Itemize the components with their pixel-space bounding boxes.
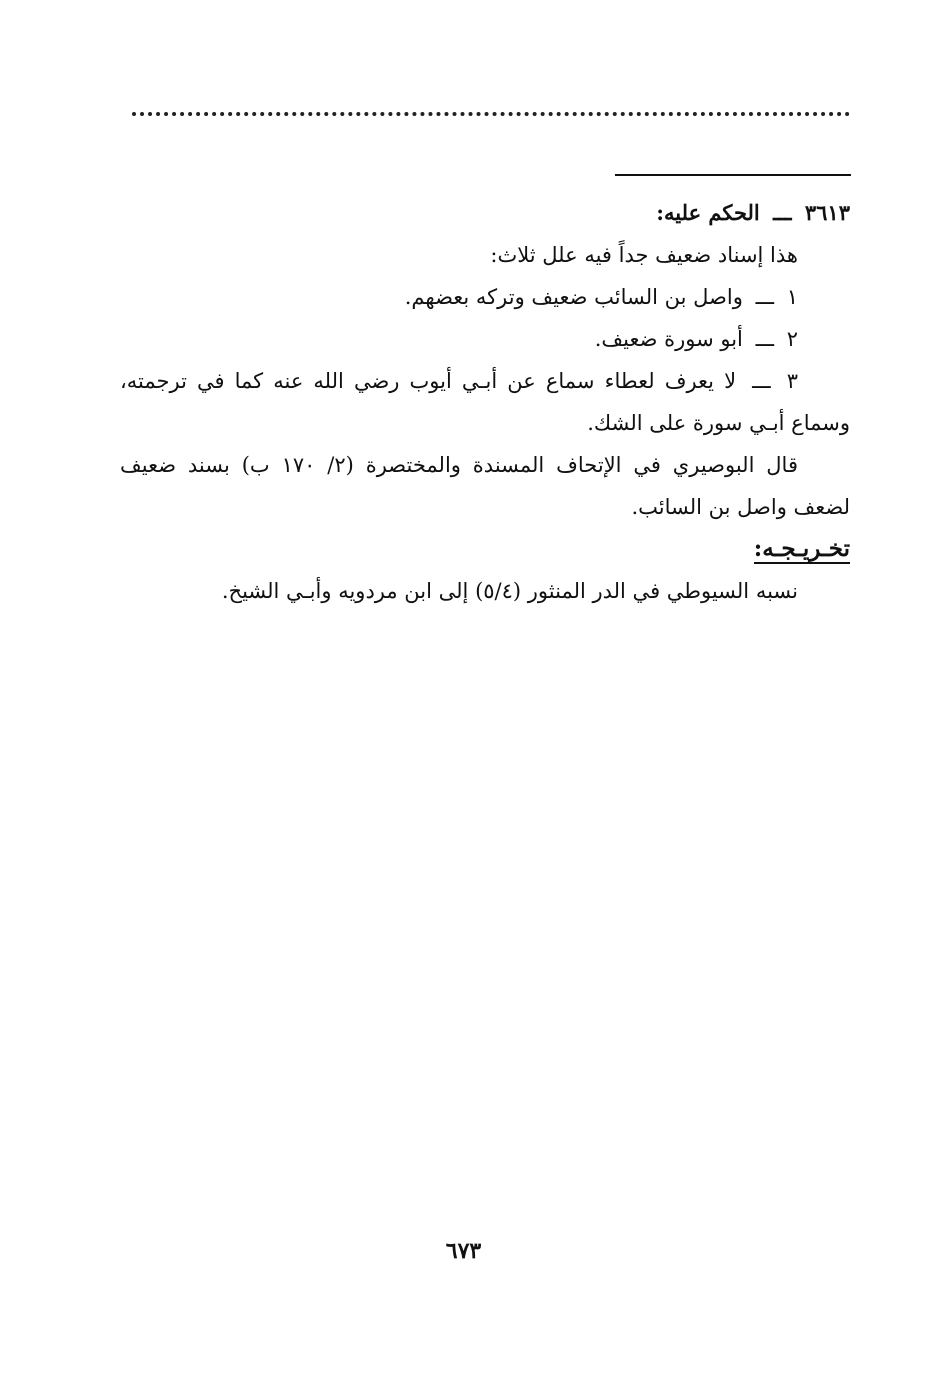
- section-number: ٣٦١٣: [804, 200, 850, 225]
- takhrij-heading: [120, 528, 850, 570]
- section-title: الحكم عليه:: [656, 200, 760, 225]
- list-item: [120, 276, 850, 318]
- item-dash: ـــ: [752, 369, 771, 393]
- item-text: أبو سورة ضعيف.: [594, 327, 743, 351]
- item-dash: ـــ: [755, 285, 775, 309]
- busiri-note: قال البوصيري في الإتحاف المسندة والمختصرة (٢/ ١٧٠ ب) بسند ضعيف لضعف واصل بن السائب.: [120, 453, 850, 519]
- footnote-rule: [615, 174, 851, 176]
- dotted-separator: [132, 112, 850, 130]
- section-dash: ـــ: [773, 200, 792, 225]
- item-text: واصل بن السائب ضعيف وتركه بعضهم.: [404, 285, 743, 309]
- list-item: [120, 318, 850, 360]
- intro-line: هذا إسناد ضعيف جداً فيه علل ثلاث:: [490, 243, 798, 267]
- takhrij-text: نسبه السيوطي في الدر المنثور (٥/٤) إلى ابن مردويه وأبـي الشيخ.: [221, 579, 798, 603]
- takhrij-title: تخـريـجـه:: [753, 535, 850, 562]
- item-number: ٣: [786, 369, 798, 393]
- page-body: [120, 192, 850, 612]
- item-text: لا يعرف لعطاء سماع عن أبـي أيوب رضي الله عنه كما في ترجمته، وسماع أبـي سورة على الشك.: [120, 369, 850, 435]
- item-number: ٢: [786, 327, 798, 351]
- section-heading: [120, 192, 850, 234]
- item-number: ١: [786, 285, 798, 309]
- page-number: ٦٧٣: [445, 1238, 482, 1264]
- item-dash: ـــ: [755, 327, 775, 351]
- list-item: [120, 360, 850, 444]
